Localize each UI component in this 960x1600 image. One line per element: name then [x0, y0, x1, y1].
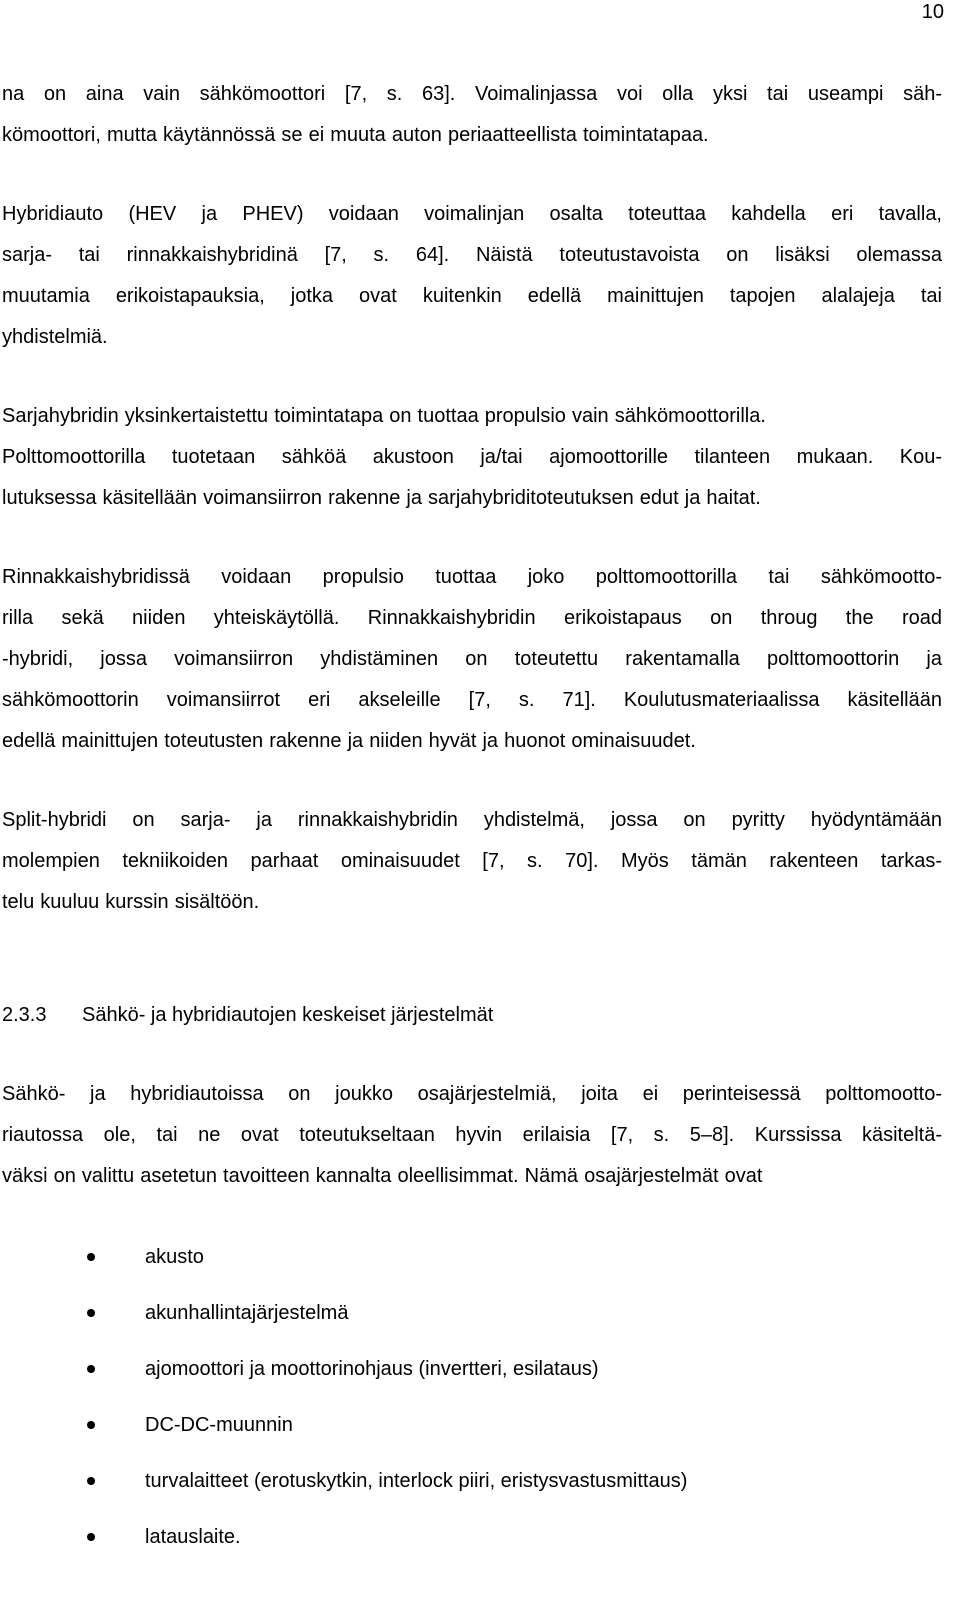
text-line: sarja- tai rinnakkaishybridinä [7, s. 64]. Näistä toteutustavoista on lisäksi olemassa [2, 244, 942, 266]
list-item: latauslaite. [2, 1509, 942, 1565]
section-paragraph [2, 1074, 942, 1197]
list-item: akunhallintajärjestelmä [2, 1285, 942, 1341]
paragraph-5 [2, 800, 942, 923]
text-line: kömoottori, mutta käytännössä se ei muuta auton periaatteellista toimintatapaa. [2, 124, 709, 146]
list-item: ajomoottori ja moottorinohjaus (invertteri, esilataus) [2, 1341, 942, 1397]
text-line: Sähkö- ja hybridiautoissa on joukko osajärjestelmiä, joita ei perinteisessä polttomootto- [2, 1083, 942, 1105]
text-line: lutuksessa käsitellään voimansiirron rakenne ja sarjahybriditoteutuksen edut ja haitat. [2, 487, 761, 509]
text-line: molempien tekniikoiden parhaat ominaisuudet [7, s. 70]. Myös tämän rakenteen tarkas- [2, 850, 942, 872]
paragraph-1 [2, 74, 942, 156]
text-line: väksi on valittu asetetun tavoitteen kannalta oleellisimmat. Nämä osajärjestelmät ovat [2, 1165, 763, 1187]
paragraph-4 [2, 557, 942, 762]
bullet-icon [87, 1253, 95, 1261]
section-title: Sähkö- ja hybridiautojen keskeiset järjestelmät [82, 1004, 494, 1026]
text-line: edellä mainittujen toteutusten rakenne ja niiden hyvät ja huonot ominaisuudet. [2, 730, 696, 752]
bullet-icon [87, 1309, 95, 1317]
text-line: muutamia erikoistapauksia, jotka ovat kuitenkin edellä mainittujen tapojen alalajeja tai [2, 285, 942, 307]
page-number: 10 [921, 1, 944, 23]
text-line: sähkömoottorin voimansiirrot eri akseleille [7, s. 71]. Koulutusmateriaalissa käsitellään [2, 689, 942, 711]
bullet-icon [87, 1533, 95, 1541]
list-item: DC-DC-muunnin [2, 1397, 942, 1453]
section-number: 2.3.3 [2, 1004, 47, 1026]
text-line: rilla sekä niiden yhteiskäytöllä. Rinnakkaishybridin erikoistapaus on throug the road [2, 607, 942, 629]
text-line: Rinnakkaishybridissä voidaan propulsio tuottaa joko polttomoottorilla tai sähkömootto- [2, 566, 942, 588]
text-line: yhdistelmiä. [2, 326, 108, 348]
text-line: telu kuuluu kurssin sisältöön. [2, 891, 260, 913]
bullet-icon [87, 1477, 95, 1485]
text-line: Sarjahybridin yksinkertaistettu toimintatapa on tuottaa propulsio vain sähkömoottorilla. [2, 405, 766, 427]
text-line: Hybridiauto (HEV ja PHEV) voidaan voimalinjan osalta toteuttaa kahdella eri tavalla, [2, 203, 942, 225]
list-item: akusto [2, 1229, 942, 1285]
document-body [2, 74, 942, 1565]
text-line: -hybridi, jossa voimansiirron yhdistäminen on toteutettu rakentamalla polttomoottorin ja [2, 648, 942, 670]
text-line: na on aina vain sähkömoottori [7, s. 63]. Voimalinjassa voi olla yksi tai useampi säh- [2, 83, 942, 105]
paragraph-3 [2, 396, 942, 519]
text-line: Polttomoottorilla tuotetaan sähköä akustoon ja/tai ajomoottorille tilanteen mukaan. Kou- [2, 446, 942, 468]
paragraph-2 [2, 194, 942, 358]
text-line: Split-hybridi on sarja- ja rinnakkaishybridin yhdistelmä, jossa on pyritty hyödyntämään [2, 809, 942, 831]
list-item: turvalaitteet (erotuskytkin, interlock piiri, eristysvastusmittaus) [2, 1453, 942, 1509]
section-heading [2, 995, 942, 1036]
subsystem-list [2, 1229, 942, 1565]
bullet-icon [87, 1365, 95, 1373]
bullet-icon [87, 1421, 95, 1429]
text-line: riautossa ole, tai ne ovat toteutukseltaan hyvin erilaisia [7, s. 5–8]. Kurssissa käsiteltä- [2, 1124, 942, 1146]
